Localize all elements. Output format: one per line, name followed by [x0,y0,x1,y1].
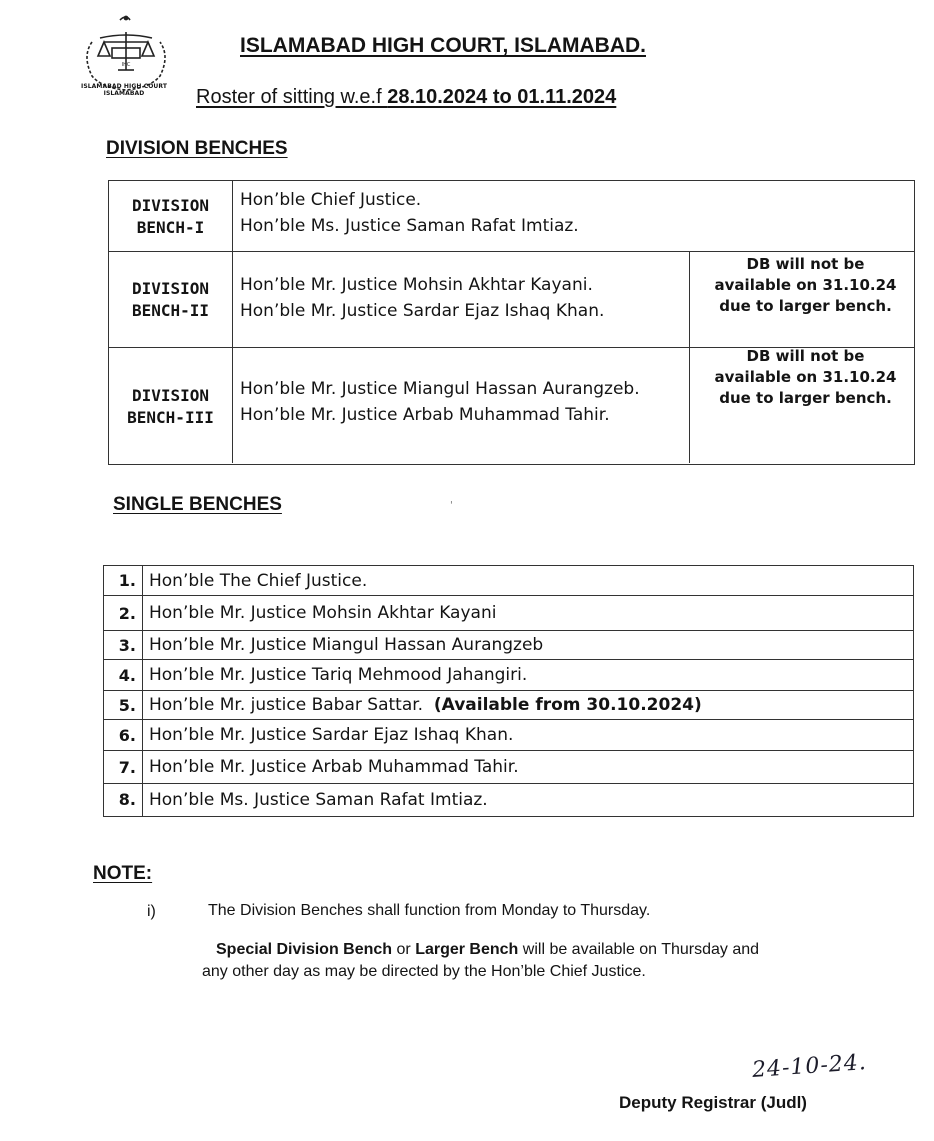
single-bench-row-1 [104,566,913,595]
single-bench-row-7 [104,750,913,783]
row-number: 8. [118,790,136,809]
single-bench-row-2 [104,595,913,630]
bench-judges: Hon’ble Chief Justice. Hon’ble Ms. Justice Saman Rafat Imtiaz. [240,190,579,236]
row-number: 5. [118,695,136,715]
row-number: 1. [118,571,136,590]
availability-note: (Available from 30.10.2024) [433,695,702,715]
handwritten-date-signature: 24-10-24. [751,1050,868,1083]
roster-prefix: Roster of sitting w.e.f [196,86,388,108]
single-bench-row-5 [104,690,913,719]
division-bench-row-2 [109,251,914,347]
single-bench-row-4 [104,659,913,690]
larger-bench-text: Larger Bench [415,941,519,958]
logo-caption [68,83,180,97]
single-bench-row-8 [104,783,913,815]
row-number: 7. [118,757,136,777]
bench-label: DIVISION BENCH-III [127,386,214,427]
row-number: 4. [118,665,136,685]
division-benches-heading: DIVISION BENCHES [106,138,288,159]
division-bench-row-3 [109,347,914,463]
division-bench-row-1 [109,181,914,251]
judge-name: Hon’ble The Chief Justice. [149,570,368,591]
bench-judges: Hon’ble Mr. Justice Mohsin Akhtar Kayani. Hon’ble Mr. Justice Sardar Ejaz Ishaq Khan. [240,275,605,321]
judge-name: Hon’ble Mr. Justice Sardar Ejaz Ishaq Khan. [149,725,514,745]
judge-name: Hon’ble Mr. Justice Arbab Muhammad Tahir. [149,757,519,777]
bench-availability-note: DB will not be available on 31.10.24 due to larger bench. [714,347,897,407]
division-benches-table [108,180,915,465]
judge-name: Hon’ble Ms. Justice Saman Rafat Imtiaz. [149,789,488,810]
row-number: 2. [118,603,136,623]
roster-line [196,86,616,109]
single-benches-table [103,565,914,817]
note-paragraph-line2: any other day as may be directed by the Hon’ble Chief Justice. [202,963,646,980]
row-number: 3. [118,635,136,655]
judge-name: Hon’ble Mr. justice Babar Sattar. (Available from 30.10.2024) [149,695,702,715]
note-paragraph: Special Division Bench or Larger Bench will be available on Thursday and any other day as may be directed by the Hon’ble Chief Justice. [202,939,862,983]
logo-caption-line1: ISLAMABAD HIGH COURT [80,83,168,90]
note-item-text: The Division Benches shall function from Monday to Thursday. [208,902,651,919]
note-item-number: i) [147,903,156,920]
row-number: 6. [118,725,136,745]
logo-caption-line2: ISLAMABAD [103,90,145,97]
bench-judges: Hon’ble Mr. Justice Miangul Hassan Aurangzeb. Hon’ble Mr. Justice Arbab Muhammad Tahir. [240,379,640,425]
single-benches-heading: SINGLE BENCHES [113,494,282,515]
single-bench-row-6 [104,719,913,750]
bench-availability-note: DB will not be available on 31.10.24 due to larger bench. [714,255,897,315]
stray-mark: ' [450,500,453,511]
judge-name: Hon’ble Mr. Justice Tariq Mehmood Jahangiri. [149,665,528,685]
court-title: ISLAMABAD HIGH COURT, ISLAMABAD. [240,34,646,57]
roster-dates: 28.10.2024 to 01.11.2024 [387,86,617,108]
signatory-designation: Deputy Registrar (Judl) [619,1093,807,1112]
special-division-bench-text: Special Division Bench [216,941,393,958]
judge-name: Hon’ble Mr. Justice Miangul Hassan Aurangzeb [149,635,544,655]
bench-label: DIVISION BENCH-II [131,279,210,320]
bench-label: DIVISION BENCH-I [131,196,210,237]
judge-name: Hon’ble Mr. Justice Mohsin Akhtar Kayani [149,603,497,623]
single-bench-row-3 [104,630,913,659]
note-heading: NOTE: [93,863,153,884]
svg-text:IHC: IHC [121,62,131,68]
